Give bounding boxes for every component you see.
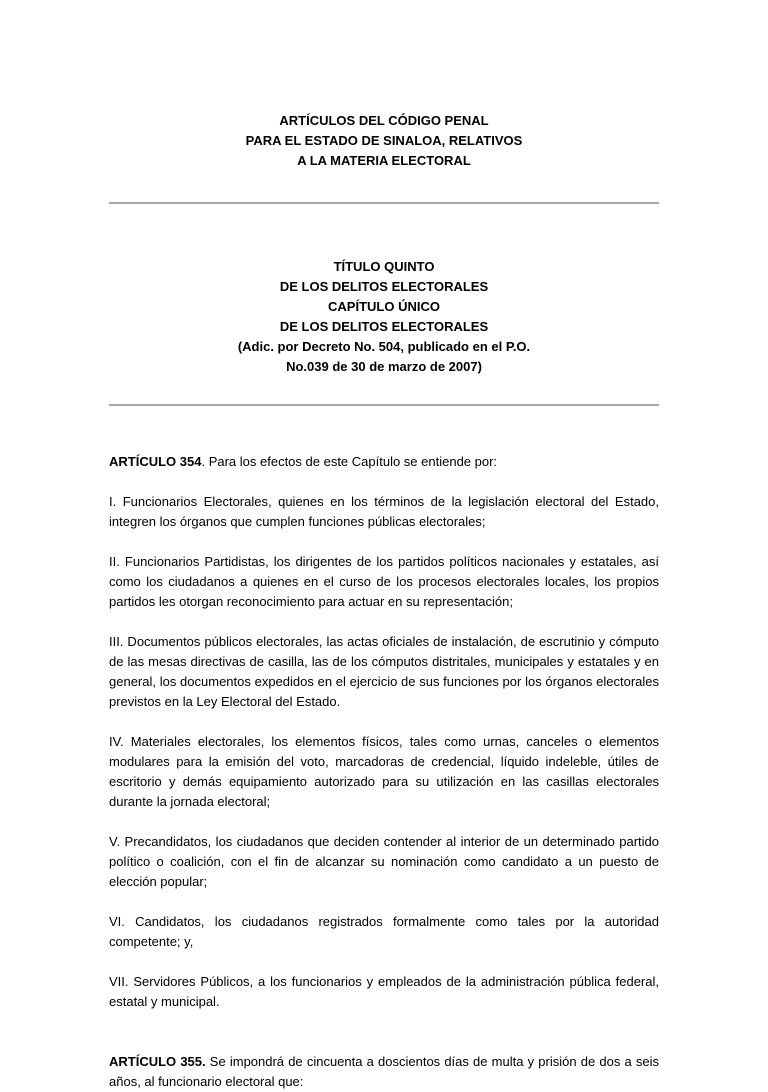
article-text: . Para los efectos de este Capítulo se entiende por: <box>201 454 498 469</box>
article-item: IV. Materiales electorales, los elementos físicos, tales como urnas, canceles o elementos modulares para la emisión del voto, marcadoras de credencial, líquido indeleble, útiles de escritorio y demás equipamiento autorizado para su utilización en las casillas electorales durante la jornada electoral; <box>109 734 659 809</box>
article-label: ARTÍCULO 354 <box>109 454 202 469</box>
article-item: III. Documentos públicos electorales, las actas oficiales de instalación, de escrutinio y cómputo de las mesas directivas de casilla, las de los cómputos distritales, municipales y estatales y en general, los documentos expedidos en el ejercicio de sus funciones por los órganos electorales previstos en la Ley Electoral del Estado. <box>109 634 659 709</box>
heading-line: CAPÍTULO ÚNICO <box>328 299 440 314</box>
document-title <box>109 0 659 171</box>
title-line: PARA EL ESTADO DE SINALOA, RELATIVOS <box>245 133 523 148</box>
section-heading <box>109 257 659 377</box>
heading-line: TÍTULO QUINTO <box>333 259 435 274</box>
title-line: ARTÍCULOS DEL CÓDIGO PENAL <box>279 113 489 128</box>
divider <box>109 202 659 204</box>
document-body <box>109 452 659 1092</box>
article-item: II. Funcionarios Partidistas, los dirigentes de los partidos políticos nacionales y estatales, así como los ciudadanos a quienes en el curso de los procesos electorales locales, los propios partidos les otorgan reconocimiento para actuar en su representación; <box>109 554 659 609</box>
article-item: VI. Candidatos, los ciudadanos registrados formalmente como tales por la autoridad competente; y, <box>109 914 659 949</box>
article-354-intro <box>109 452 659 472</box>
article-item: VII. Servidores Públicos, a los funcionarios y empleados de la administración pública federal, estatal y municipal. <box>109 974 659 1009</box>
article-355 <box>109 1052 659 1092</box>
article-text: Se impondrá de cincuenta a doscientos días de multa y prisión de dos a seis años, al funcionario electoral que: <box>109 1054 659 1089</box>
heading-line: (Adic. por Decreto No. 504, publicado en el P.O. <box>237 339 531 354</box>
article-item: I. Funcionarios Electorales, quienes en los términos de la legislación electoral del Estado, integren los órganos que cumplen funciones públicas electorales; <box>109 494 659 529</box>
article-item: V. Precandidatos, los ciudadanos que deciden contender al interior de un determinado partido político o coalición, con el fin de alcanzar su nominación como candidato a un puesto de elección popular; <box>109 834 659 889</box>
title-line: A LA MATERIA ELECTORAL <box>297 153 471 168</box>
divider <box>109 404 659 406</box>
heading-line: DE LOS DELITOS ELECTORALES <box>279 319 489 334</box>
article-label: ARTÍCULO 355. <box>109 1054 206 1069</box>
heading-line: DE LOS DELITOS ELECTORALES <box>279 279 489 294</box>
heading-line: No.039 de 30 de marzo de 2007) <box>286 359 482 374</box>
